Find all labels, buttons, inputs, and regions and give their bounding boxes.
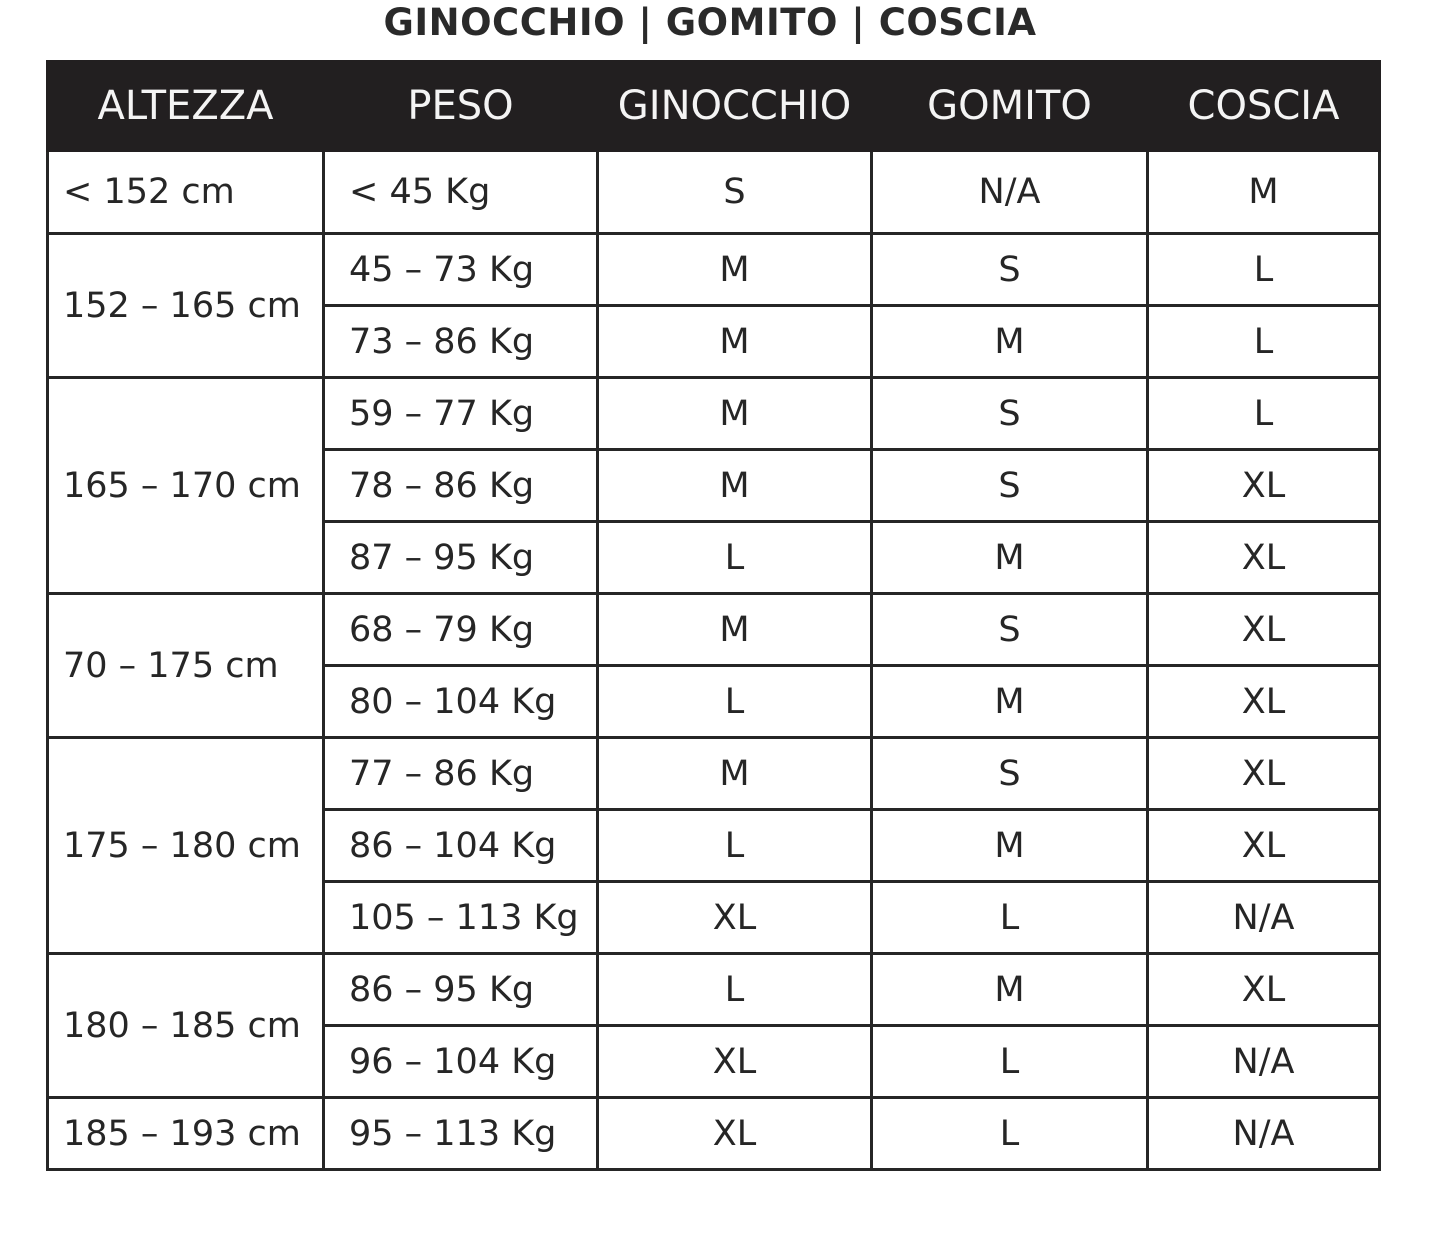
knee-size-cell: M bbox=[598, 450, 872, 522]
thigh-size-cell: XL bbox=[1148, 666, 1380, 738]
weight-cell: < 45 Kg bbox=[324, 151, 598, 234]
knee-size-cell: M bbox=[598, 378, 872, 450]
thigh-size-cell: N/A bbox=[1148, 1026, 1380, 1098]
column-header-coscia: COSCIA bbox=[1148, 62, 1380, 151]
knee-size-cell: M bbox=[598, 738, 872, 810]
weight-cell: 45 – 73 Kg bbox=[324, 234, 598, 306]
weight-cell: 96 – 104 Kg bbox=[324, 1026, 598, 1098]
elbow-size-cell: S bbox=[872, 450, 1148, 522]
size-table bbox=[46, 60, 1381, 1171]
table-row bbox=[48, 738, 1380, 810]
weight-cell: 87 – 95 Kg bbox=[324, 522, 598, 594]
elbow-size-cell: L bbox=[872, 1026, 1148, 1098]
knee-size-cell: S bbox=[598, 151, 872, 234]
weight-cell: 86 – 104 Kg bbox=[324, 810, 598, 882]
weight-cell: 105 – 113 Kg bbox=[324, 882, 598, 954]
knee-size-cell: L bbox=[598, 666, 872, 738]
weight-cell: 86 – 95 Kg bbox=[324, 954, 598, 1026]
knee-size-cell: L bbox=[598, 954, 872, 1026]
weight-cell: 59 – 77 Kg bbox=[324, 378, 598, 450]
thigh-size-cell: M bbox=[1148, 151, 1380, 234]
column-header-ginocchio: GINOCCHIO bbox=[598, 62, 872, 151]
height-cell: 185 – 193 cm bbox=[48, 1098, 324, 1170]
knee-size-cell: L bbox=[598, 810, 872, 882]
height-cell: 180 – 185 cm bbox=[48, 954, 324, 1098]
page-title: GINOCCHIO | GOMITO | COSCIA bbox=[383, 1, 1037, 44]
elbow-size-cell: L bbox=[872, 882, 1148, 954]
table-row bbox=[48, 594, 1380, 666]
knee-size-cell: L bbox=[598, 522, 872, 594]
table-row bbox=[48, 1098, 1380, 1170]
knee-size-cell: M bbox=[598, 594, 872, 666]
thigh-size-cell: XL bbox=[1148, 450, 1380, 522]
thigh-size-cell: XL bbox=[1148, 522, 1380, 594]
knee-size-cell: M bbox=[598, 234, 872, 306]
header-row bbox=[48, 62, 1380, 151]
elbow-size-cell: M bbox=[872, 666, 1148, 738]
column-header-gomito: GOMITO bbox=[872, 62, 1148, 151]
thigh-size-cell: L bbox=[1148, 378, 1380, 450]
thigh-size-cell: XL bbox=[1148, 738, 1380, 810]
knee-size-cell: XL bbox=[598, 1098, 872, 1170]
height-cell: 175 – 180 cm bbox=[48, 738, 324, 954]
thigh-size-cell: N/A bbox=[1148, 1098, 1380, 1170]
weight-cell: 73 – 86 Kg bbox=[324, 306, 598, 378]
thigh-size-cell: N/A bbox=[1148, 882, 1380, 954]
height-cell: 165 – 170 cm bbox=[48, 378, 324, 594]
weight-cell: 77 – 86 Kg bbox=[324, 738, 598, 810]
weight-cell: 78 – 86 Kg bbox=[324, 450, 598, 522]
thigh-size-cell: XL bbox=[1148, 810, 1380, 882]
height-cell: 70 – 175 cm bbox=[48, 594, 324, 738]
table-row bbox=[48, 954, 1380, 1026]
elbow-size-cell: N/A bbox=[872, 151, 1148, 234]
table-row bbox=[48, 234, 1380, 306]
elbow-size-cell: S bbox=[872, 234, 1148, 306]
knee-size-cell: XL bbox=[598, 1026, 872, 1098]
weight-cell: 95 – 113 Kg bbox=[324, 1098, 598, 1170]
knee-size-cell: XL bbox=[598, 882, 872, 954]
table-row bbox=[48, 151, 1380, 234]
elbow-size-cell: S bbox=[872, 738, 1148, 810]
weight-cell: 80 – 104 Kg bbox=[324, 666, 598, 738]
elbow-size-cell: S bbox=[872, 594, 1148, 666]
table-header bbox=[48, 62, 1380, 151]
elbow-size-cell: M bbox=[872, 810, 1148, 882]
column-header-altezza: ALTEZZA bbox=[48, 62, 324, 151]
height-cell: 152 – 165 cm bbox=[48, 234, 324, 378]
height-cell: < 152 cm bbox=[48, 151, 324, 234]
thigh-size-cell: L bbox=[1148, 306, 1380, 378]
column-header-peso: PESO bbox=[324, 62, 598, 151]
elbow-size-cell: M bbox=[872, 954, 1148, 1026]
elbow-size-cell: M bbox=[872, 306, 1148, 378]
elbow-size-cell: S bbox=[872, 378, 1148, 450]
elbow-size-cell: M bbox=[872, 522, 1148, 594]
thigh-size-cell: XL bbox=[1148, 954, 1380, 1026]
thigh-size-cell: XL bbox=[1148, 594, 1380, 666]
table-body bbox=[48, 151, 1380, 1170]
elbow-size-cell: L bbox=[872, 1098, 1148, 1170]
knee-size-cell: M bbox=[598, 306, 872, 378]
weight-cell: 68 – 79 Kg bbox=[324, 594, 598, 666]
table-row bbox=[48, 378, 1380, 450]
thigh-size-cell: L bbox=[1148, 234, 1380, 306]
